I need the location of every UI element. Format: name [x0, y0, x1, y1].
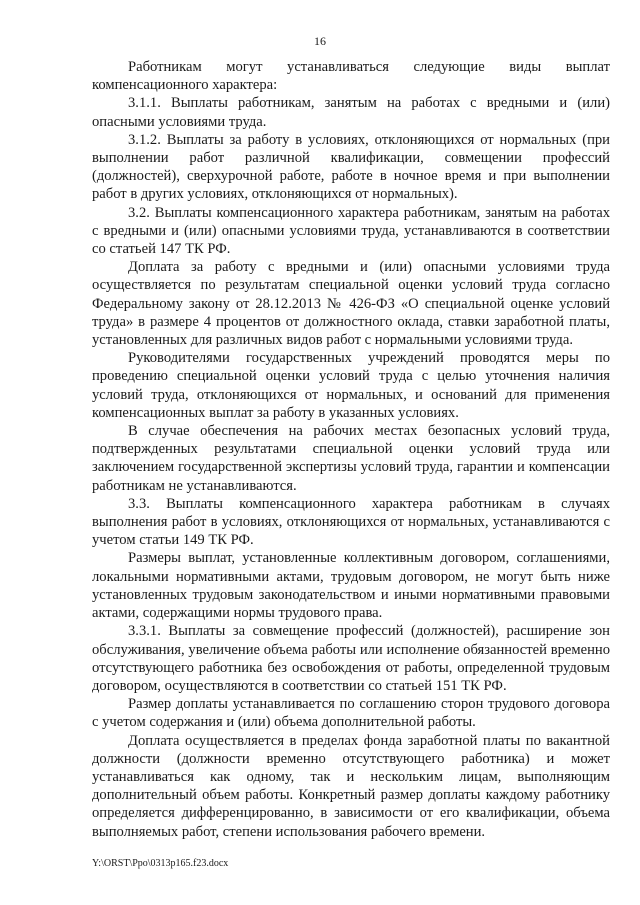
paragraph-3-3-1: 3.3.1. Выплаты за совмещение профессий (должностей), расширение зон обслуживания, увеличение объема работы или исполнение обязанностей временно отсутствующего работника без освобождения от работы, определенной трудовым договором, осуществляются в соответствии со статьей 151 ТК РФ. [92, 623, 610, 694]
paragraph-intro: Работникам могут устанавливаться следующие виды выплат компенсационного характера: [92, 59, 610, 94]
paragraph-3-3: 3.3. Выплаты компенсационного характера работникам в случаях выполнения работ в условиях, отклоняющихся от нормальных, устанавливаются с учетом статьи 149 ТК РФ. [92, 495, 610, 549]
paragraph-surcharge-size: Размер доплаты устанавливается по соглашению сторон трудового договора с учетом содержания и (или) объема дополнительной работы. [92, 696, 610, 731]
paragraph-3-1-2: 3.1.2. Выплаты за работу в условиях, отклоняющихся от нормальных (при выполнении работ различной квалификации, совмещении профессий (должностей), сверхурочной работе, работе в ночное время и при выполнении работ в других условиях, отклоняющихся от нормальных). [92, 131, 610, 203]
paragraph-safe-conditions: В случае обеспечения на рабочих местах безопасных условий труда, подтвержденных результатами специальной оценки условий труда или заключением государственной экспертизы условий труда, гарантии и компенсации работникам не устанавливаются. [92, 423, 610, 494]
document-body [92, 58, 610, 841]
paragraph-3-1-1: 3.1.1. Выплаты работникам, занятым на работах с вредными и (или) опасными условиями труда. [92, 95, 610, 130]
paragraph-payment-sizes: Размеры выплат, установленные коллективным договором, соглашениями, локальными нормативными актами, трудовым договором, не могут быть ниже установленных трудовым законодательством и иными нормативными правовыми актами, содержащими нормы трудового права. [92, 550, 610, 622]
footer-file-path: Y:\ORST\Ppo\0313p165.f23.docx [92, 858, 229, 869]
paragraph-hazard-pay: Доплата за работу с вредными и (или) опасными условиями труда осуществляется по результатам специальной оценки условий труда согласно Федеральному закону от 28.12.2013 № 426-ФЗ «О специальной оценке условий труда» в размере 4 процентов от должностного оклада, ставки заработной платы, установленных для различных видов работ с нормальными условиями труда. [92, 259, 610, 349]
paragraph-surcharge-fund: Доплата осуществляется в пределах фонда заработной платы по вакантной должности (должности временно отсутствующего работника) и может устанавливаться как одному, так и нескольким лицам, выполняющим дополнительный объем работы. Конкретный размер доплаты каждому работнику определяется дифференцированно, в зависимости от его квалификации, объема выполняемых работ, степени использования рабочего времени. [92, 732, 610, 840]
paragraph-assessment-measures: Руководителями государственных учреждений проводятся меры по проведению специальной оценки условий труда с целью уточнения наличия условий труда, отклоняющихся от нормальных, и оснований для применения компенсационных выплат за работу в указанных условиях. [92, 350, 610, 421]
paragraph-3-2: 3.2. Выплаты компенсационного характера работникам, занятым на работах с вредными и (или) опасными условиями труда, устанавливаются в соответствии со статьей 147 ТК РФ. [92, 204, 610, 258]
page-number: 16 [314, 34, 326, 48]
